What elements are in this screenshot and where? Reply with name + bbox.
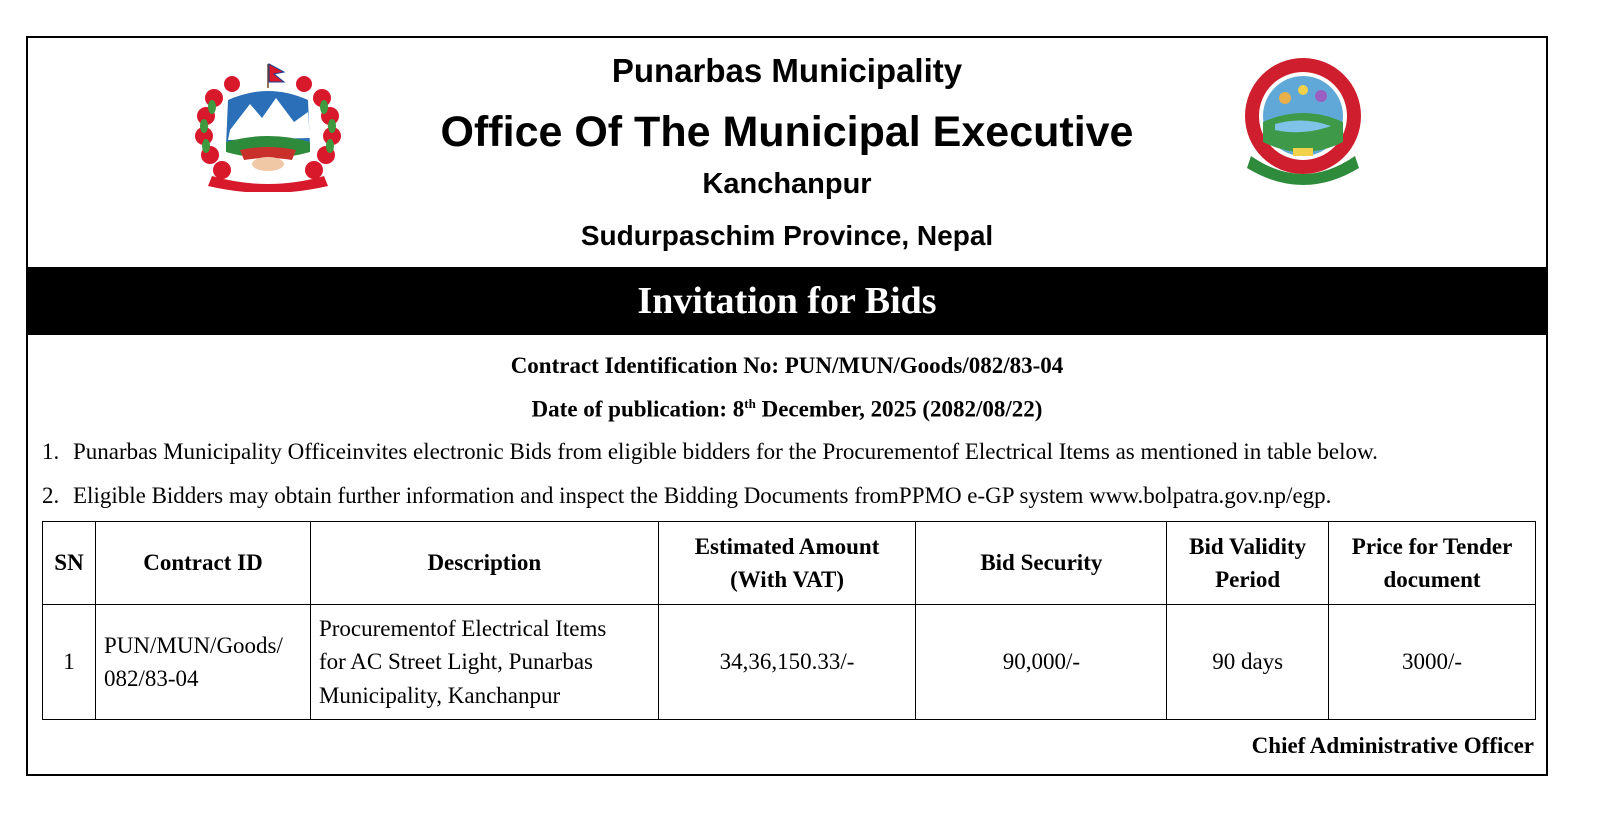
paragraph-number: 1. [42, 439, 60, 464]
table-header-row [43, 522, 1536, 605]
office-title: Office Of The Municipal Executive [440, 108, 1134, 156]
header-sn: SN [43, 522, 96, 605]
banner-title: Invitation for Bids [637, 280, 937, 322]
paragraph-number: 2. [42, 483, 60, 508]
province-name: Sudurpaschim Province, Nepal [580, 220, 994, 251]
cell-price: 3000/- [1329, 605, 1536, 720]
paragraph-2 [42, 483, 1331, 509]
cell-description: Procurementof Electrical Items for AC Street Light, Punarbas Municipality, Kanchanpur [310, 605, 658, 720]
cell-contract-id: PUN/MUN/Goods/ 082/83-04 [95, 605, 310, 720]
paragraph-text: Punarbas Municipality Officeinvites electronic Bids from eligible bidders for the Procurementof Electrical Items as mentioned in table below. [73, 439, 1378, 464]
district-name: Kanchanpur [702, 168, 872, 200]
cell-bid-validity: 90 days [1167, 605, 1329, 720]
municipality-name: Punarbas Municipality [611, 52, 963, 89]
header-description: Description [310, 522, 658, 605]
cell-estimated-amount: 34,36,150.33/- [658, 605, 916, 720]
header-estimated-amount: Estimated Amount (With VAT) [658, 522, 916, 605]
bids-table [42, 521, 1536, 720]
header-price: Price for Tender document [1329, 522, 1536, 605]
invitation-banner [28, 267, 1546, 335]
header-bid-security: Bid Security [916, 522, 1167, 605]
notice-frame [26, 36, 1548, 776]
signatory: Chief Administrative Officer [1251, 733, 1534, 758]
paragraph-1 [42, 439, 1378, 465]
cell-sn: 1 [43, 605, 96, 720]
table-row [43, 605, 1536, 720]
header-contract-id: Contract ID [95, 522, 310, 605]
paragraph-text: Eligible Bidders may obtain further information and inspect the Bidding Documents fromPPMO e-GP system www.bolpatra.gov.np/egp. [73, 483, 1332, 508]
contract-identification: Contract Identification No: PUN/MUN/Goods/082/83-04 [510, 353, 1064, 378]
header-bid-validity: Bid Validity Period [1167, 522, 1329, 605]
publication-date: Date of publication: 8th December, 2025 (2082/08/22) [531, 396, 1043, 422]
cell-bid-security: 90,000/- [916, 605, 1167, 720]
